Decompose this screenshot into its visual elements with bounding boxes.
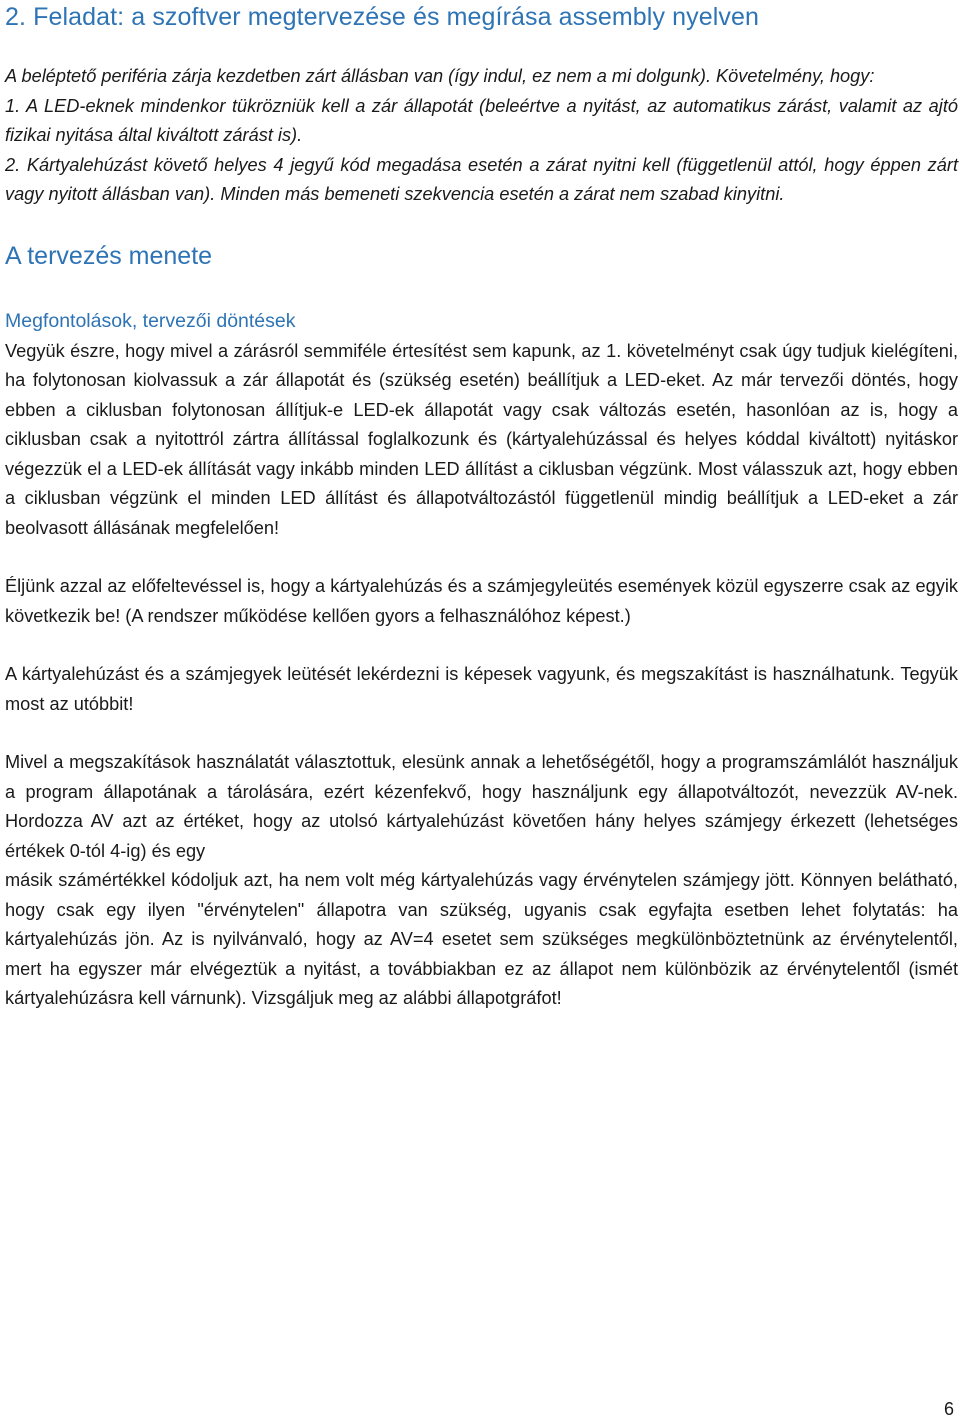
paragraph-interrupts: A kártyalehúzást és a számjegyek leütését lekérdezni is képesek vagyunk, és megszakítást is használhatunk. Tegyük most az utóbbit!	[5, 664, 958, 714]
paragraph-state-variable: Mivel a megszakítások használatát választottuk, elesünk annak a lehetőségétől, hogy a programszámlálót használjuk a program állapotának a tárolására, ezért kézenfekvő, hogy használjunk egy állapotváltozót, nevezzük AV-nek. Hordozza AV azt az értéket, hogy az utolsó kártyalehúzást követően hány helyes számjegy érkezett (lehetséges értékek 0-tól 4-ig) és egy	[5, 752, 958, 861]
paragraph-led-requirement: Vegyük észre, hogy mivel a zárásról semmiféle értesítést sem kapunk, az 1. követelményt csak úgy tudjuk kielégíteni, ha folytonosan kiolvassuk a zár állapotát és (szükség esetén) beállítjuk a LED-eket. Az már tervezői döntés, hogy ebben a ciklusban folytonosan állítjuk-e LED-ek állapotát vagy csak változás esetén, hasonlóan az is, hogy a ciklusban csak a nyitottról zártra állítással foglalkozunk és (kártyalehúzással és helyes kóddal kiváltott) nyitáskor végezzük el a LED-ek állítását vagy inkább minden LED állítást a ciklusban végzünk. Most válasszuk azt, hogy ebben a ciklusban végzünk el minden LED állítást és állapotváltozástól függetlenül mindig beállítjuk a LED-eket a zár beolvasott állásának megfelelően!	[5, 340, 958, 538]
document-page	[5, 0, 958, 1014]
paragraph-assumption: Éljünk azzal az előfeltevéssel is, hogy a kártyalehúzás és a számjegyleütés események közül egyszerre csak az egyik következik be! (A rendszer működése kellően gyors a felhasználóhoz képest.)	[5, 576, 958, 626]
requirement-1: 1. A LED-eknek mindenkor tükrözniük kell a zár állapotát (beleértve a nyitást, az automatikus zárást, valamit az ajtó fizikai nyitása által kiváltott zárást is).	[5, 95, 958, 145]
page-number: 6	[943, 1399, 954, 1419]
subsection-heading-considerations: Megfontolások, tervezői döntések	[5, 309, 296, 332]
section-heading-task2: 2. Feladat: a szoftver megtervezése és megírása assembly nyelven	[5, 3, 759, 31]
requirement-2: 2. Kártyalehúzást követő helyes 4 jegyű kód megadása esetén a zárat nyitni kell (függetlenül attól, hogy éppen zárt vagy nyitott állásban van). Minden más bemeneti szekvencia esetén a zárat nem szabad kinyitni.	[5, 154, 958, 204]
requirements-block	[5, 62, 958, 210]
paragraph-state-variable-continued: másik számértékkel kódoljuk azt, ha nem volt még kártyalehúzás vagy érvénytelen számjegy jött. Könnyen belátható, hogy csak egy ilyen "érvénytelen" állapotra van szükség, ugyanis csak egyfajta esetben lehet folytatás: ha kártyalehúzás jön. Az is nyilvánvaló, hogy az AV=4 esetet sem szükséges megkülönböztetnünk az érvénytelentől, mert ha egyszer már elvégeztük a nyitást, a továbbiakban ez az állapot nem különbözik az érvénytelentől (ismét kártyalehúzásra kell várnunk). Vizsgáljuk meg az alábbi állapotgráfot!	[5, 870, 958, 1008]
section-heading-design: A tervezés menete	[5, 241, 213, 270]
intro-line: A beléptető periféria zárja kezdetben zárt állásban van (így indul, ez nem a mi dolgunk). Követelmény, hogy:	[5, 66, 875, 86]
